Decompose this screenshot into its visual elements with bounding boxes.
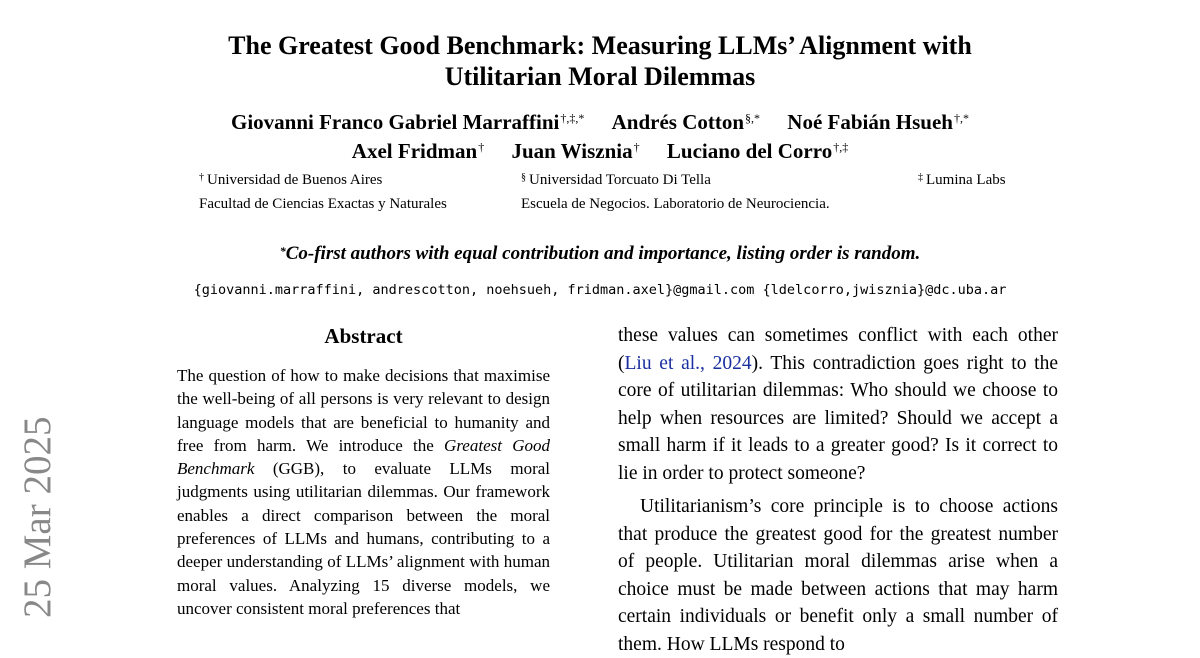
affiliation-uba — [199, 168, 447, 216]
cofirst-mark: * — [279, 244, 286, 258]
benchmark-name: Greatest Good Benchmark — [177, 435, 550, 479]
cofirst-note — [150, 241, 1050, 267]
affiliation-line: Escuela de Negocios. Laboratorio de Neurociencia. — [521, 196, 830, 212]
author-name: Andrés Cotton — [611, 110, 745, 134]
cofirst-text: Co-first authors with equal contribution and importance, listing order is random. — [285, 243, 921, 264]
paragraph: Utilitarianism’s core principle is to choose actions that produce the greatest good for the greatest number of people. Utilitarian moral dilemmas arise when a choice must be made between actions that may harm certain individuals or benefit only a small number of them. How LLMs respond to — [618, 496, 1058, 655]
author-emails: {giovanni.marraffini, andrescotton, noehsueh, fridman.axel}@gmail.com {ldelcorro,jwisznia}@dc.uba.ar — [193, 282, 1007, 298]
paragraph-text: these values can sometimes conflict with each other ( — [618, 325, 1058, 374]
title-line-1: The Greatest Good Benchmark: Measuring LLMs’ Alignment with — [228, 31, 972, 60]
paper-title — [150, 30, 1050, 92]
author-name: Luciano del Corro — [666, 139, 833, 163]
affiliation-mark: § — [521, 172, 526, 183]
author-2 — [612, 110, 760, 134]
author-3 — [787, 110, 969, 134]
paragraph — [618, 322, 1058, 487]
author-4 — [352, 139, 484, 163]
affiliation-line: Universidad de Buenos Aires — [207, 172, 383, 188]
right-column-body — [618, 322, 1058, 658]
author-list — [150, 108, 1050, 166]
author-name: Noé Fabián Hsueh — [787, 110, 953, 134]
abstract-text: (GGB), to evaluate LLMs moral judgments using utilitarian dilemmas. Our framework enables a direct comparison between the moral preferences of LLMs and humans, contributing to a deeper understanding of LLMs’ alignment with human moral values. Analyzing 15 diverse models, we uncover consistent moral preferences that — [177, 459, 550, 618]
author-name: Axel Fridman — [351, 139, 478, 163]
author-name: Juan Wisznia — [511, 139, 633, 163]
author-6 — [667, 139, 848, 163]
paragraph-text: ). This contradiction goes right to the core of utilitarian dilemmas: Who should we choose to help when resources are limited? Should we accept a small harm if it leads to a greater good? Is it correct to lie in order to protect someone? — [618, 352, 1058, 484]
affiliation-utdt — [521, 168, 830, 216]
author-5 — [511, 139, 639, 163]
abstract-body — [177, 364, 550, 620]
abstract-heading: Abstract — [324, 324, 403, 348]
citation-link[interactable]: Liu et al., 2024 — [624, 352, 752, 374]
affiliation-lumina — [918, 168, 1006, 192]
affiliation-line: Facultad de Ciencias Exactas y Naturales — [199, 196, 447, 212]
author-marks: †,‡,* — [560, 111, 585, 125]
affiliation-line: Universidad Torcuato Di Tella — [529, 172, 711, 188]
author-marks: † — [633, 140, 640, 154]
abstract-text: The question of how to make decisions that maximise the well-being of all persons is very relevant to design language models that are beneficial to humanity and free from harm. We introduce the — [177, 366, 550, 455]
arxiv-date-stamp: 25 Mar 2025 — [16, 416, 59, 618]
author-marks: §,* — [745, 111, 761, 125]
affiliation-mark: † — [199, 172, 204, 183]
author-marks: † — [478, 140, 485, 154]
author-marks: †,‡ — [833, 140, 849, 154]
affiliation-line: Lumina Labs — [926, 172, 1006, 188]
author-name: Giovanni Franco Gabriel Marraffini — [230, 110, 560, 134]
author-1 — [231, 110, 584, 134]
title-line-2: Utilitarian Moral Dilemmas — [444, 62, 756, 91]
author-marks: †,* — [954, 111, 969, 125]
affiliation-mark: ‡ — [918, 172, 923, 183]
